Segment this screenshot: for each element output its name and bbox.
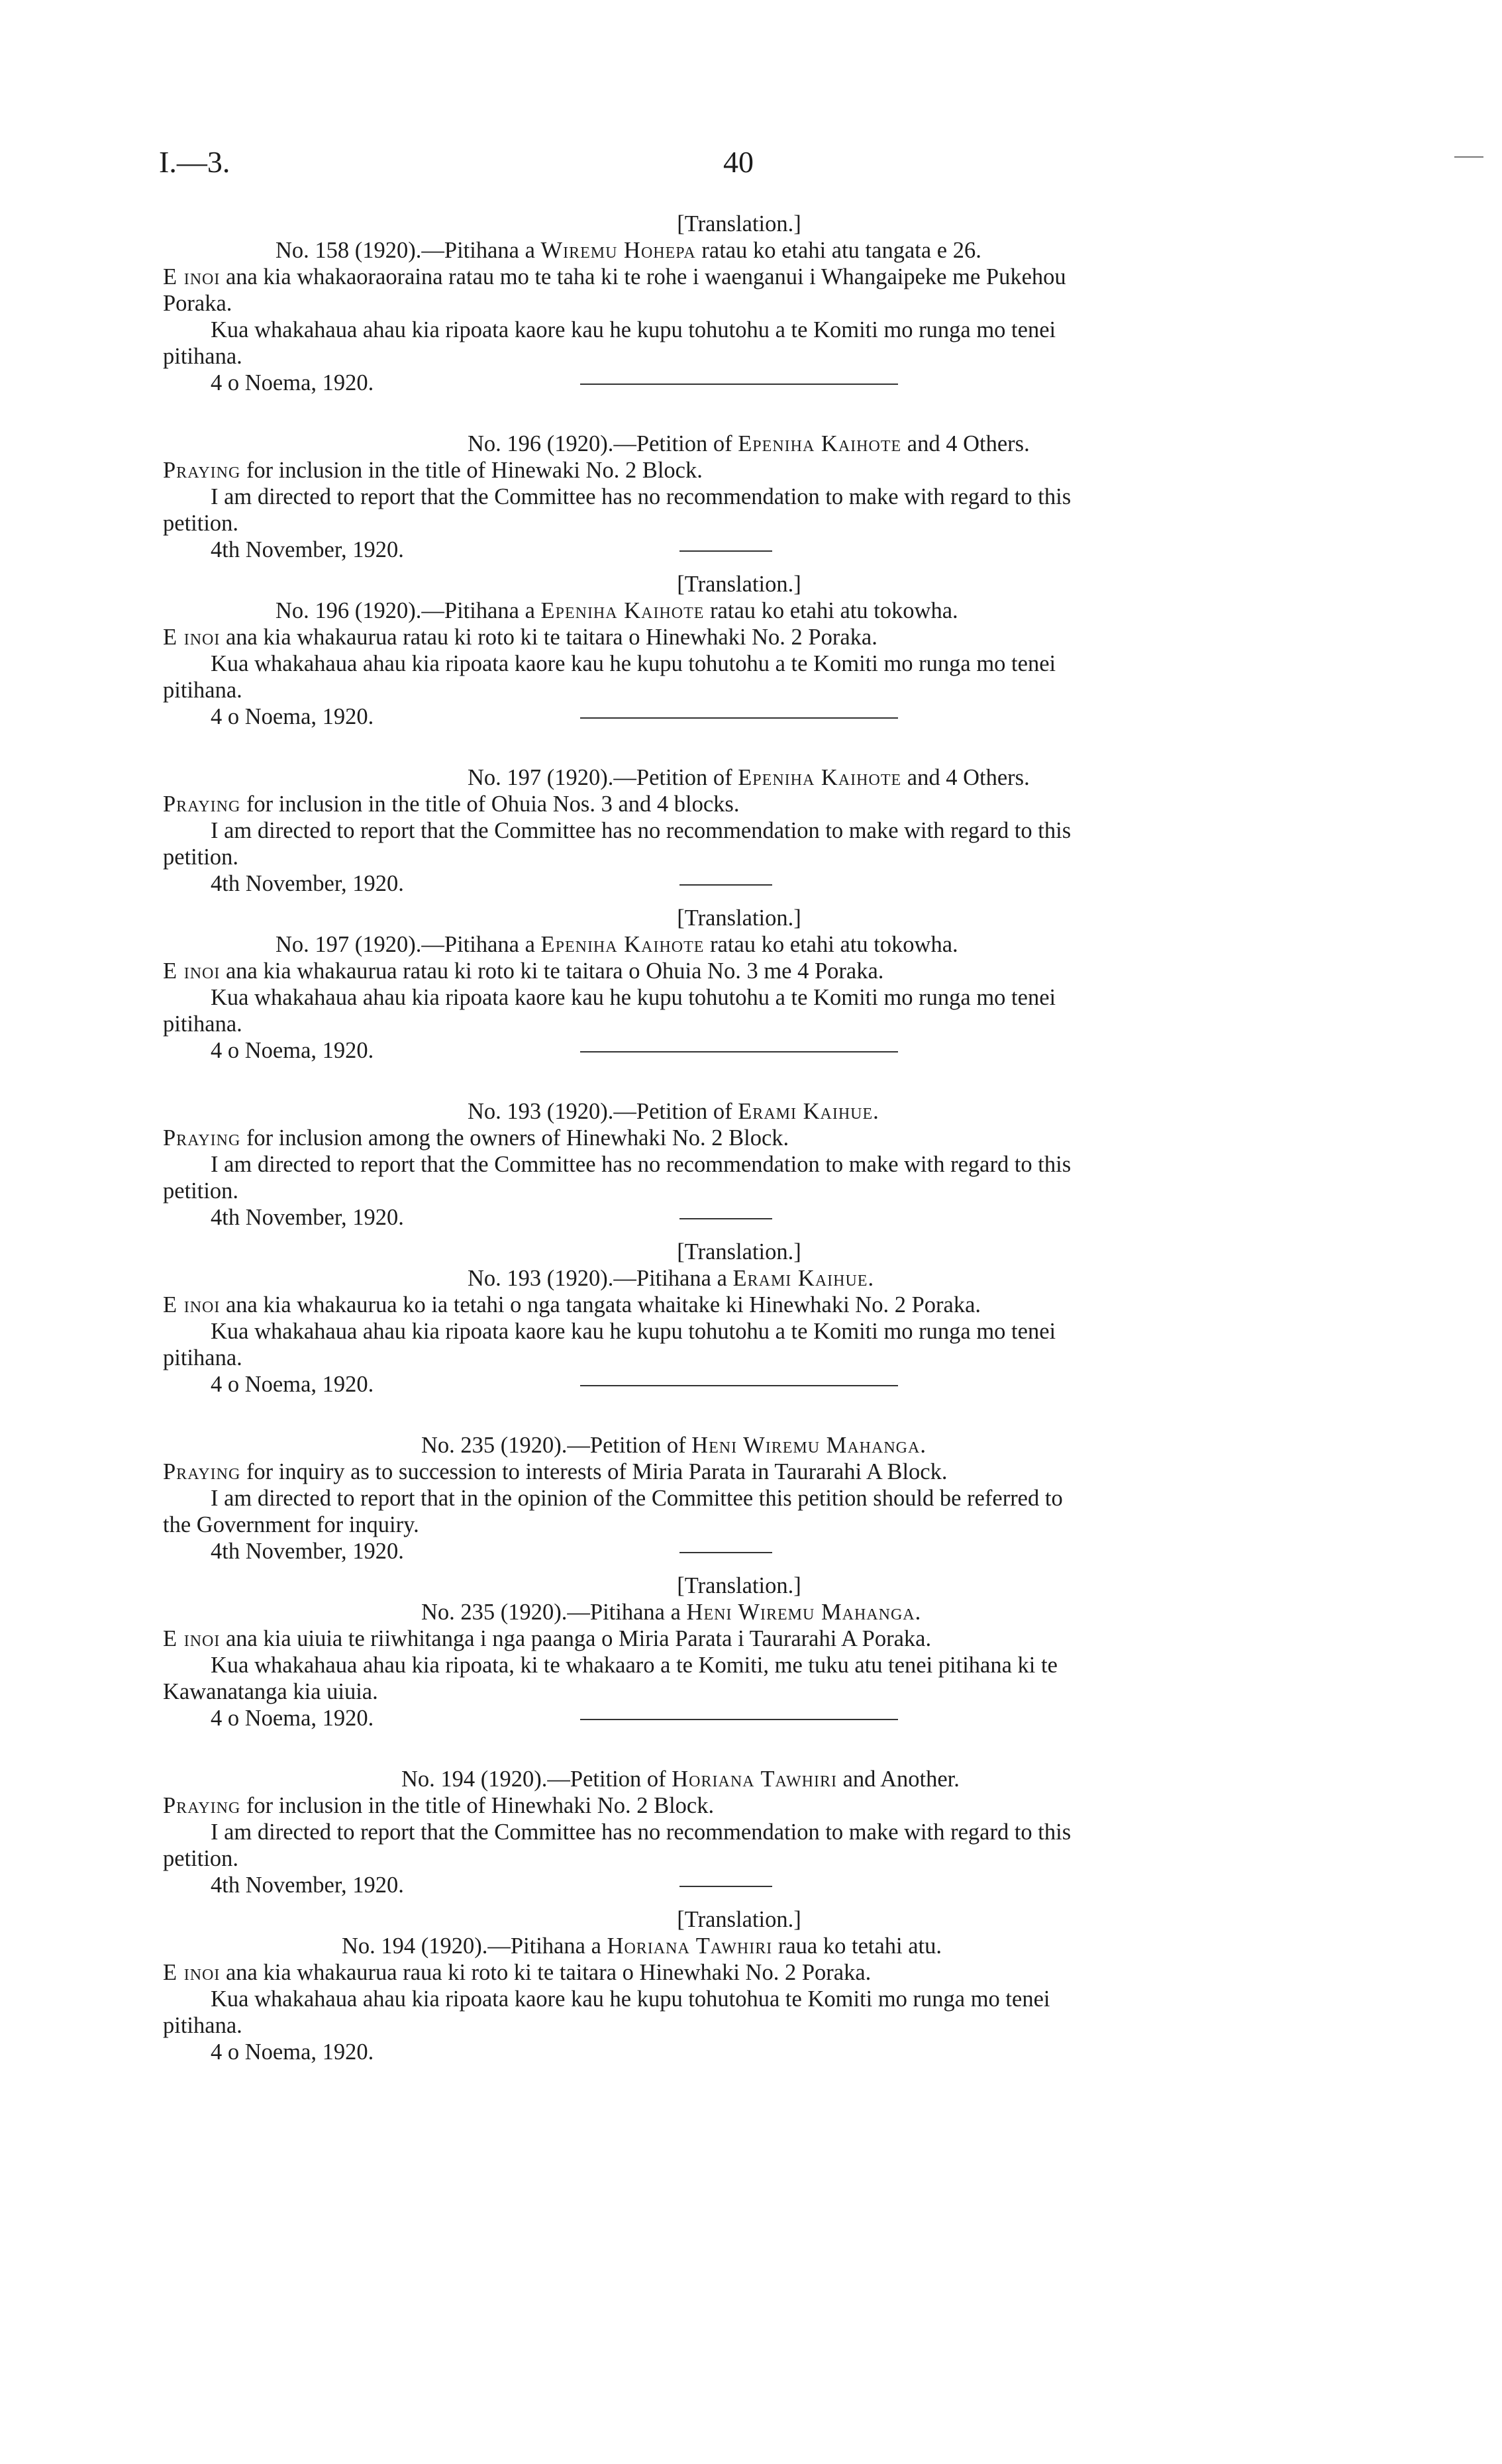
committee-report-cont: petition. <box>163 1846 239 1871</box>
translation-report: Kua whakahaua ahau kia ripoata kaore kau he kupu tohutohu a te Komiti mo runga mo tenei <box>211 985 1056 1010</box>
translation-prayer: E inoi ana kia whakaoraoraina ratau mo te taha ki te rohe i waenganui i Whangaipeke me Pukehou <box>163 264 1066 289</box>
date-line <box>163 1705 1315 1731</box>
date-line <box>163 1538 1315 1565</box>
translation-title: No. 193 (1920).—Pitihana a Erami Kaihue. <box>468 1266 874 1291</box>
translation-heading: [Translation.] <box>677 905 801 931</box>
section-rule <box>580 384 898 385</box>
petition-prayer: Praying for inquiry as to succession to interests of Miria Parata in Taurarahi A Block. <box>163 1459 948 1484</box>
date-line <box>163 1872 1315 1898</box>
petition-title: No. 193 (1920).—Petition of Erami Kaihue. <box>468 1099 879 1124</box>
petitioner-name: Erami Kaihue <box>732 1266 868 1291</box>
section-rule <box>580 1719 898 1720</box>
translation-date: 4 o Noema, 1920. <box>211 1038 374 1063</box>
date-line <box>163 537 1315 563</box>
petition-196 <box>163 431 1315 730</box>
translation-title: No. 158 (1920).—Pitihana a Wiremu Hohepa ratau ko etahi atu tangata e 26. <box>275 238 981 263</box>
committee-report: I am directed to report that the Committee has no recommendation to make with regard to this <box>211 1820 1072 1845</box>
translation-heading: [Translation.] <box>677 211 801 236</box>
committee-report: I am directed to report that the Committee has no recommendation to make with regard to this <box>211 484 1072 509</box>
petition-title: No. 197 (1920).—Petition of Epeniha Kaihote and 4 Others. <box>468 765 1030 790</box>
translation-report-cont: pitihana. <box>163 1345 242 1370</box>
petition-193 <box>163 1098 1315 1398</box>
petition-158 <box>163 211 1315 396</box>
corner-mark <box>1454 156 1483 158</box>
petitioner-name: Epeniha Kaihote <box>540 932 705 957</box>
committee-report: I am directed to report that the Committee has no recommendation to make with regard to this <box>211 818 1072 843</box>
translation-report: Kua whakahaua ahau kia ripoata kaore kau he kupu tohutohua te Komiti mo runga mo tenei <box>211 1986 1050 2012</box>
petition-235 <box>163 1432 1315 1731</box>
translation-heading: [Translation.] <box>677 1239 801 1264</box>
translation-date: 4 o Noema, 1920. <box>211 370 374 395</box>
page-header <box>159 144 1351 184</box>
petition-prayer: Praying for inclusion among the owners of Hinewhaki No. 2 Block. <box>163 1125 789 1151</box>
committee-report-cont: the Government for inquiry. <box>163 1512 419 1537</box>
petitioner-name: Horiana Tawhiri <box>607 1933 773 1959</box>
translation-report-cont: Kawanatanga kia uiuia. <box>163 1679 378 1704</box>
translation-heading: [Translation.] <box>677 572 801 597</box>
date-line <box>163 870 1315 897</box>
petitioner-name: Wiremu Hohepa <box>540 238 696 263</box>
translation-prayer: E inoi ana kia whakaurua ratau ki roto ki te taitara o Hinewhaki No. 2 Poraka. <box>163 625 877 650</box>
petition-prayer: Praying for inclusion in the title of Hinewaki No. 2 Block. <box>163 458 703 483</box>
petition-title: No. 194 (1920).—Petition of Horiana Tawhiri and Another. <box>401 1767 960 1792</box>
date-line <box>163 703 1315 730</box>
petitioner-name: Heni Wiremu Mahanga <box>691 1433 921 1458</box>
translation-prayer-cont: Poraka. <box>163 291 232 316</box>
translation-heading: [Translation.] <box>677 1573 801 1598</box>
short-rule <box>679 1218 772 1219</box>
report-date: 4th November, 1920. <box>211 1873 404 1898</box>
section-rule <box>580 1051 898 1052</box>
translation-report: Kua whakahaua ahau kia ripoata kaore kau he kupu tohutohu a te Komiti mo runga mo tenei <box>211 1319 1056 1344</box>
date-line <box>163 1371 1315 1398</box>
short-rule <box>679 1886 772 1887</box>
section-rule <box>580 1385 898 1386</box>
translation-date: 4 o Noema, 1920. <box>211 1372 374 1397</box>
report-date: 4th November, 1920. <box>211 1205 404 1230</box>
translation-title: No. 196 (1920).—Pitihana a Epeniha Kaihote ratau ko etahi atu tokowha. <box>275 598 958 623</box>
petitioner-name: Epeniha Kaihote <box>738 765 902 790</box>
petition-prayer: Praying for inclusion in the title of Ohuia Nos. 3 and 4 blocks. <box>163 792 740 817</box>
section-rule <box>580 717 898 719</box>
translation-title: No. 235 (1920).—Pitihana a Heni Wiremu Mahanga. <box>421 1600 921 1625</box>
translation-report: Kua whakahaua ahau kia ripoata kaore kau he kupu tohutohu a te Komiti mo runga mo tenei <box>211 651 1056 676</box>
petitioner-name: Heni Wiremu Mahanga <box>686 1600 915 1625</box>
report-date: 4th November, 1920. <box>211 537 404 562</box>
translation-date: 4 o Noema, 1920. <box>211 2039 374 2065</box>
petitioner-name: Erami Kaihue <box>738 1099 874 1124</box>
translation-heading: [Translation.] <box>677 1907 801 1932</box>
petitioner-name: Epeniha Kaihote <box>738 431 902 456</box>
petition-197 <box>163 764 1315 1064</box>
date-line <box>163 370 1315 396</box>
translation-title: No. 197 (1920).—Pitihana a Epeniha Kaihote ratau ko etahi atu tokowha. <box>275 932 958 957</box>
petitioner-name: Horiana Tawhiri <box>672 1767 837 1792</box>
document-body <box>163 211 1315 2065</box>
petitioner-name: Epeniha Kaihote <box>540 598 705 623</box>
committee-report: I am directed to report that the Committee has no recommendation to make with regard to this <box>211 1152 1072 1177</box>
date-line <box>163 1204 1315 1231</box>
document-reference: I.—3. <box>159 145 230 179</box>
committee-report-cont: petition. <box>163 1178 239 1204</box>
translation-report-cont: pitihana. <box>163 2013 242 2038</box>
translation-report: Kua whakahaua ahau kia ripoata kaore kau he kupu tohutohu a te Komiti mo runga mo tenei <box>211 317 1056 342</box>
translation-prayer: E inoi ana kia uiuia te riiwhitanga i nga paanga o Miria Parata i Taurarahi A Poraka. <box>163 1626 932 1651</box>
committee-report-cont: petition. <box>163 511 239 536</box>
petition-title: No. 235 (1920).—Petition of Heni Wiremu Mahanga. <box>421 1433 926 1458</box>
report-date: 4th November, 1920. <box>211 871 404 896</box>
translation-prayer: E inoi ana kia whakaurua ko ia tetahi o nga tangata whaitake ki Hinewhaki No. 2 Poraka. <box>163 1292 981 1317</box>
short-rule <box>679 1552 772 1553</box>
page-number: 40 <box>723 145 754 179</box>
report-date: 4th November, 1920. <box>211 1539 404 1564</box>
petition-prayer: Praying for inclusion in the title of Hinewhaki No. 2 Block. <box>163 1793 715 1818</box>
committee-report: I am directed to report that in the opinion of the Committee this petition should be referred to <box>211 1486 1063 1511</box>
translation-title: No. 194 (1920).—Pitihana a Horiana Tawhiri raua ko tetahi atu. <box>342 1933 942 1959</box>
short-rule <box>679 884 772 886</box>
translation-report-cont: pitihana. <box>163 1011 242 1037</box>
petition-194 <box>163 1766 1315 2065</box>
translation-date: 4 o Noema, 1920. <box>211 1706 374 1731</box>
date-line <box>163 1037 1315 1064</box>
petition-title: No. 196 (1920).—Petition of Epeniha Kaihote and 4 Others. <box>468 431 1030 456</box>
translation-prayer: E inoi ana kia whakaurua raua ki roto ki te taitara o Hinewhaki No. 2 Poraka. <box>163 1960 872 1985</box>
translation-report-cont: pitihana. <box>163 344 242 369</box>
translation-prayer: E inoi ana kia whakaurua ratau ki roto ki te taitara o Ohuia No. 3 me 4 Poraka. <box>163 958 884 984</box>
committee-report-cont: petition. <box>163 845 239 870</box>
translation-date: 4 o Noema, 1920. <box>211 704 374 729</box>
translation-report: Kua whakahaua ahau kia ripoata, ki te whakaaro a te Komiti, me tuku atu tenei pitihana ki te <box>211 1653 1058 1678</box>
translation-report-cont: pitihana. <box>163 678 242 703</box>
short-rule <box>679 550 772 552</box>
